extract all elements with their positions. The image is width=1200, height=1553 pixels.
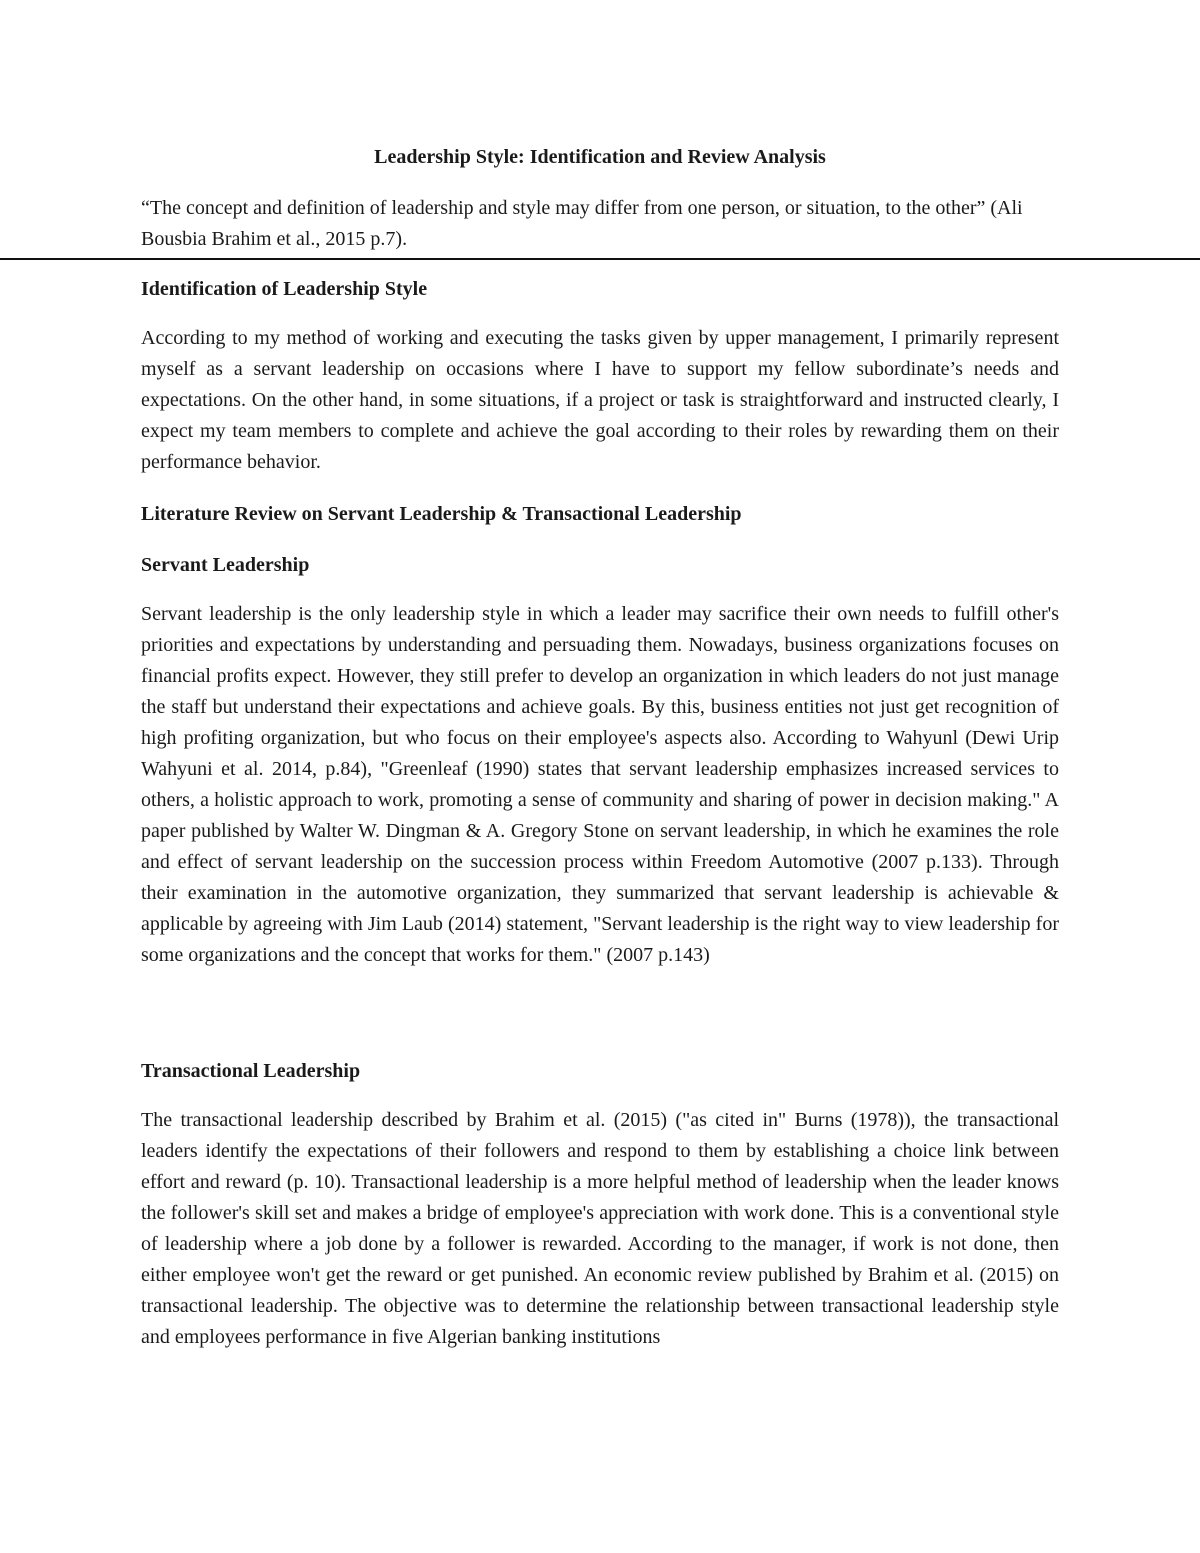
horizontal-rule <box>0 258 1200 260</box>
subsection-heading-servant-leadership: Servant Leadership <box>141 554 310 576</box>
document-title: Leadership Style: Identification and Review Analysis <box>374 146 826 168</box>
section-heading-literature-review: Literature Review on Servant Leadership & Transactional Leadership <box>141 503 742 525</box>
paragraph-servant-leadership: Servant leadership is the only leadership style in which a leader may sacrifice their own needs to fulfill other's priorities and expectations by understanding and persuading them. Nowadays, business organizations focuses on financial profits expect. However, they still prefer to develop an organization in which leaders do not just manage the staff but understand their expectations and achieve goals. By this, business entities not just get recognition of high profiting organization, but who focus on their employee's aspects also. According to Wahyunl (Dewi Urip Wahyuni et al. 2014, p.84), "Greenleaf (1990) states that servant leadership emphasizes increased services to others, a holistic approach to work, promoting a sense of community and sharing of power in decision making." A paper published by Walter W. Dingman & A. Gregory Stone on servant leadership, in which he examines the role and effect of servant leadership on the succession process within Freedom Automotive (2007 p.133). Through their examination in the automotive organization, they summarized that servant leadership is achievable & applicable by agreeing with Jim Laub (2014) statement, "Servant leadership is the right way to view leadership for some organizations and the concept that works for them." (2007 p.143) <box>141 603 1059 966</box>
section-heading-identification: Identification of Leadership Style <box>141 278 428 300</box>
paragraph-identification: According to my method of working and executing the tasks given by upper management, I primarily represent myself as a servant leadership on occasions where I have to support my fellow subordinate’s needs and expectations. On the other hand, in some situations, if a project or task is straightforward and instructed clearly, I expect my team members to complete and achieve the goal according to their roles by rewarding them on their performance behavior. <box>141 327 1059 473</box>
epigraph-quote: “The concept and definition of leadership and style may differ from one person, or situation, to the other” (Ali Bousbia Brahim et al., 2015 p.7). <box>141 197 1023 250</box>
paragraph-transactional-leadership: The transactional leadership described by Brahim et al. (2015) ("as cited in" Burns (1978)), the transactional leaders identify the expectations of their followers and respond to them by establishing a choice link between effort and reward (p. 10). Transactional leadership is a more helpful method of leadership when the leader knows the follower's skill set and makes a bridge of employee's appreciation with work done. This is a conventional style of leadership where a job done by a follower is rewarded. According to the manager, if work is not done, then either employee won't get the reward or get punished. An economic review published by Brahim et al. (2015) on transactional leadership. The objective was to determine the relationship between transactional leadership style and employees performance in five Algerian banking institutions <box>141 1109 1059 1348</box>
subsection-heading-transactional-leadership: Transactional Leadership <box>141 1060 361 1082</box>
